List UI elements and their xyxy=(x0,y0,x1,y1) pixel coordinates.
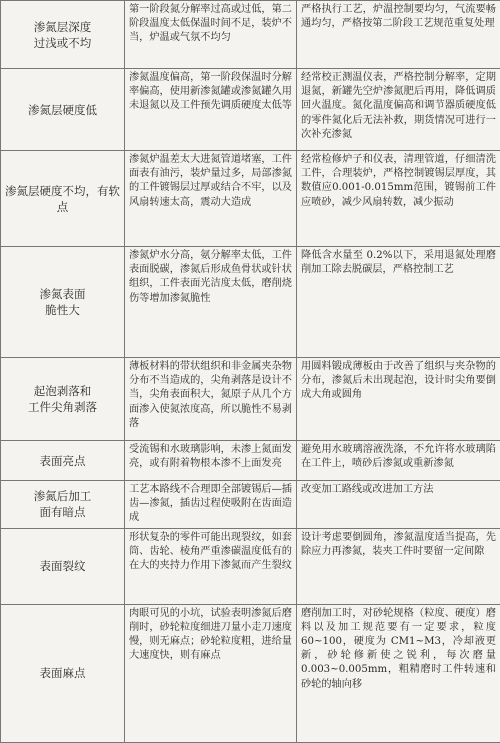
table-row xyxy=(1,69,500,151)
table-row xyxy=(1,441,500,481)
defect-remedy: 避免用水玻璃溶液洗涤，不允许将水玻璃陷在工件上，喷砂后渗氮或重新渗氮 xyxy=(297,441,500,481)
defect-name: 渗氮层硬度低 xyxy=(1,69,125,151)
defect-name: 渗氮层硬度不均，有软点 xyxy=(1,151,125,247)
defect-cause: 渗氮温度偏高，第一阶段保温时分解率偏高，使用新渗氮罐或渗氮罐久用未退氮以及工件预先调质硬度太低等 xyxy=(125,69,297,151)
table-row xyxy=(1,151,500,247)
defect-cause: 受流锡和水玻璃影响，未渗上氮面发亮，或有附着物根本渗不上面发亮 xyxy=(125,441,297,481)
defect-remedy: 用圆料锻成薄板由于改善了组织与夹杂物的分布，渗氮后未出现起泡，设计时尖角要倒成大角或圆角 xyxy=(297,358,500,441)
defect-cause: 渗氮炉水分高，氨分解率太低，工件表面脱碳，渗氮后形成鱼骨状或针状组织，工件表面光洁度太低，磨削烧伤等增加渗氮脆性 xyxy=(125,247,297,358)
defect-name: 表面裂纹 xyxy=(1,528,125,604)
defect-name: 渗氮表面 脆性大 xyxy=(1,247,125,358)
defect-name: 渗氮层深度 过浅或不均 xyxy=(1,1,125,69)
defect-name: 起泡剥落和 工件尖角剥落 xyxy=(1,358,125,441)
defect-cause: 第一阶段氮分解率过高或过低，第二阶段温度太低保温时间不足，装炉不当，炉温或气氛不均匀 xyxy=(125,1,297,69)
defect-cause: 工艺本路线不合理即全部镀锡后—插齿—渗氮，插齿过程使吸附在齿面造成 xyxy=(125,481,297,529)
defect-cause: 形状复杂的零件可能出现裂纹，如套筒、齿轮、棱角严重渗碳温度低有的在大的夹持力作用下渗氮而产生裂纹 xyxy=(125,528,297,604)
defect-remedy: 严格执行工艺，炉温控制要均匀，气流要畅通均匀，严格按第二阶段工艺规范重复处理 xyxy=(297,1,500,69)
table-row xyxy=(1,528,500,604)
table-row xyxy=(1,604,500,742)
defect-remedy: 改变加工路线或改进加工方法 xyxy=(297,481,500,529)
defect-cause: 肉眼可见的小坑，试验表明渗氮后磨削时，砂轮粒度细进刀量小走刀速度慢，则无麻点；砂轮粒度粗，进给量大速度快，则有麻点 xyxy=(125,604,297,742)
table-row xyxy=(1,247,500,358)
defect-cause: 渗氮炉温差太大进氮管道堵塞，工件面表有油污，装炉量过多，局部渗氮的工件镀锡层过厚或结合不牢，以及风扇转速太高，震动大造成 xyxy=(125,151,297,247)
defect-remedy: 磨削加工时，对砂轮规格（粒度、硬度）磨料以及加工规范要有一定要求，粒度 60~100，硬度为 CM1~M3，冷却液更新，砂轮修新使之锐利，每次磨量 0.003~0.005mm，粗精磨时工件转速和砂轮的轴向移 xyxy=(297,604,500,742)
defect-remedy: 降低含水量至 0.2%以下，采用退氮处理磨削加工除去脱碳层，严格控制工艺 xyxy=(297,247,500,358)
defect-name: 渗氮后加工 面有暗点 xyxy=(1,481,125,529)
defect-remedy: 经常校正测温仪表，严格控制分解率，定期退氮，新罐先空炉渗氮肥后再用，降低调质回火温度。氮化温度偏高和调节器质硬度低的零件氮化后无法补救，期货情况可进行一次补充渗氮 xyxy=(297,69,500,151)
table-row xyxy=(1,481,500,529)
table-row xyxy=(1,1,500,69)
table-row xyxy=(1,358,500,441)
defect-remedy: 设计考虑要倒圆角，渗氮温度适当提高，先除应力再渗氮，装夹工件时要留一定间隙 xyxy=(297,528,500,604)
defect-remedy: 经常检修炉子和仪表，清理管道，仔细清洗工件，合理装炉，严格控制镀锡层厚度，其数值应0.001-0.015mm范围，镀锡前工件应喷砂，减少风扇转数，减少振动 xyxy=(297,151,500,247)
defect-name: 表面亮点 xyxy=(1,441,125,481)
defect-cause: 薄板材料的带状组织和非金属夹杂物分布不当造成的，尖角剥落是设计不当，尖角表面积大，氮原子从几个方面渗入使氮浓度高，所以脆性不易剥落 xyxy=(125,358,297,441)
defect-name: 表面麻点 xyxy=(1,604,125,742)
